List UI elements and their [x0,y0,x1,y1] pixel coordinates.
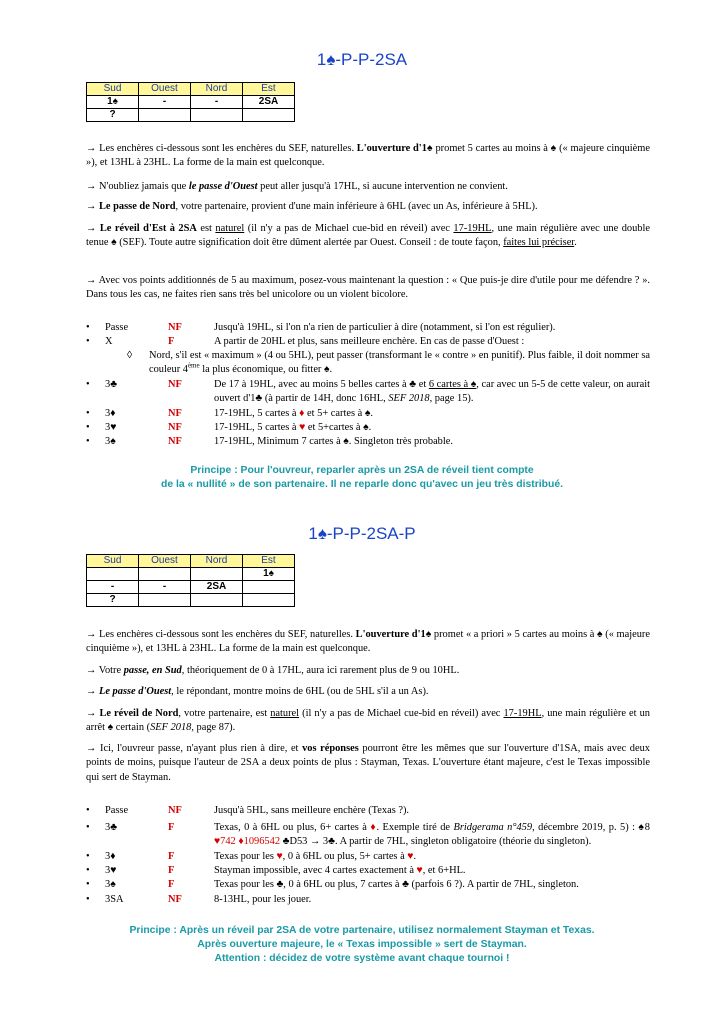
cell [243,581,295,594]
paragraph: → N'oubliez jamais que le passe d'Ouest peut aller jusqu'à 17HL, si aucune intervention ne convient. [86,181,508,192]
document-page: 1♠-P-P-2SA Sud Ouest Nord Est 1♠ - - 2SA ? → Les enchères ci-dessous sont les enchères du SEF, naturelles. L'ouverture d'1♠ promet 5 cartes au moins à ♠ (« majeure cinquième »), et 13HL à 23HL. La forme de la main est quelconque. → N'oubliez jamais que le passe d'Ouest peut aller jusqu'à 17HL, si aucune intervention ne convient. → Le passe de Nord, votre partenaire, provient d'une main inférieure à 6HL (avec un As, inférieure à 5HL). → Le réveil d'Est à 2SA est naturel (il n'y a pas de Michael cue-bid en réveil) avec 17-19HL, une main régulière avec une double tenue ♠ (SEF). Toute autre signification doit être dûment alertée par Ouest. Conseil : de toute façon, faites lui préciser. → Avec vos points additionnés de 5 au maximum, posez-vous maintenant la question : « Que puis-je dire d'utile pour me défendre ? ». Dans tous les cas, ne faites rien sans très bel unicolore ou un violent bicolore. • Passe NF Jusqu'à 19HL, si l'on n'a rien de particulier à dire (notamment, si l'on est régulier). • X F A partir de 20HL et plus, sans meilleure enchère. En cas de passe d'Ouest : ◊ Nord, s'il est « maximum » (4 ou 5HL), peut passer (transformant le « contre » en punitif). Plus faible, il doit nommer sa couleur 4ème la plus économique, ou fitter ♠. • 3♣ NF De 17 à 19HL, avec au moins 5 belles cartes à ♣ et 6 cartes à ♠, car avec un 5-5 de cette valeur, on aurait ouvert d'1♣ (à partir de 14H, donc 16HL, SEF 2018, page 15). • 3♦ NF 17-19HL, 5 cartes à ♦ et 5+ cartes à ♠. • 3♥ NF 17-19HL, 5 cartes à ♥ et 5+cartes à ♠. • 3♠ NF 17-19HL, Minimum 7 cartes à ♠. Singleton très probable. Principe : Pour l'ouvreur, reparler après un 2SA de réveil tient compte de la « nullité » de son partenaire. Il ne reparle donc qu'avec un jeu très distribué. 1♠-P-P-2SA-P Sud Ouest Nord Est 1♠ - - 2SA ? → Les enchères ci-dessous sont les enchères du SEF, naturelles. L'ouverture d'1♠ promet « a priori » 5 cartes au moins à ♠ (« majeure cinquième »), et 13HL à 23HL. La forme de la main est quelconque. → Votre passe, en Sud, théoriquement de 0 à 17HL, aura ici rarement plus de 9 ou 10HL. → Le passe d'Ouest, le répondant, montre moins de 6HL (ou de 5HL s'il a un As). → Le réveil de Nord, votre partenaire, est naturel (il n'y a pas de Michael cue-bid en réveil) avec 17-19HL, une main régulière et un arrêt ♠ certain (SEF 2018, page 87). → Ici, l'ouvreur passe, n'ayant plus rien à dire, et vos réponses pourront être les mêmes que sur l'ouverture d'1SA, mais avec deux points de moins, puisque l'auteur de 2SA a deux points de plus : Stayman, Texas. L'ouverture étant majeure, c'est le Texas impossible qui sert de Stayman. • Passe NF Jusqu'à 5HL, sans meilleure enchère (Texas ?). • 3♣ F Texas, 0 à 6HL ou plus, 6+ cartes à ♦. Exemple tiré de Bridgerama n°459, décembre 2019, p. 5) : ♠8 ♥742 ♦1096542 ♣D53 → 3♣. A partir de 7HL, singleton obligatoire (théorie du singleton). • 3♦ F Texas pour les ♥, 0 à 6HL ou plus, 5+ cartes à ♥. • 3♥ F Stayman impossible, avec 4 cartes exactement à ♥, et 6+HL. • 3♠ F Texas pour les ♣, 0 à 6HL ou plus, 7 cartes à ♣ (parfois 6 ?). A partir de 7HL, singleton. • 3SA NF 8-13HL, pour les jouer. Principe : Après un réveil par 2SA de votre partenaire, utilisez normalement Stayman et Texas. Après ouverture majeure, le « Texas impossible » sert de Stayman. Attention : décidez de votre système avant chaque tournoi ! [0,0,724,1024]
cell: 2SA [191,581,243,594]
cell [243,594,295,607]
paragraph: → Ici, l'ouvreur passe, n'ayant plus rien à dire, et vos réponses pourront être les mêmes que sur l'ouverture d'1SA, mais avec deux points de moins, puisque l'auteur de 2SA a deux points de plus : Stayman, Texas. L'ouverture étant majeure, c'est le Texas impossible qui sert de Stayman. [86,743,650,783]
header-est: Est [243,555,295,568]
header-ouest: Ouest [139,555,191,568]
section1-title: 1♠-P-P-2SA [316,50,408,69]
section1-bidding-table [86,82,295,122]
cell [191,568,243,581]
principle-box: Principe : Pour l'ouvreur, reparler après un 2SA de réveil tient compte de la « nullité » de son partenaire. Il ne reparle donc qu'avec un jeu très distribué. [160,465,564,490]
bid-item: • 3♣ F Texas, 0 à 6HL ou plus, 6+ cartes à ♦. Exemple tiré de Bridgerama n°459, décembre 2019, p. 5) : ♠8 ♥742 ♦1096542 ♣D53 → 3♣. A partir de 7HL, singleton obligatoire (théorie du singleton). [86,822,650,848]
cell: 1♠ [243,568,295,581]
header-nord: Nord [191,83,243,96]
section2-bidding-table [86,554,295,607]
cell: - [87,581,139,594]
sub-bullet: ◊ Nord, s'il est « maximum » (4 ou 5HL), peut passer (transformant le « contre » en punitif). Plus faible, il doit nommer sa couleur 4ème la plus économique, ou fitter ♠. [127,350,650,376]
cell [139,568,191,581]
cell [87,568,139,581]
paragraph: → Les enchères ci-dessous sont les enchères du SEF, naturelles. L'ouverture d'1♠ promet 5 cartes au moins à ♠ (« majeure cinquième »), et 13HL à 23HL. La forme de la main est quelconque. [86,143,650,169]
cell: ? [87,594,139,607]
cell: ? [87,109,139,122]
cell [243,109,295,122]
cell: - [139,96,191,109]
cell [191,109,243,122]
principle-box: Principe : Après un réveil par 2SA de votre partenaire, utilisez normalement Stayman et Texas. Après ouverture majeure, le « Texas impossible » sert de Stayman. Attention : décidez de votre système avant chaque tournoi ! [129,925,595,964]
cell [139,109,191,122]
cell [139,594,191,607]
bid-item: • 3♣ NF De 17 à 19HL, avec au moins 5 belles cartes à ♣ et 6 cartes à ♠, car avec un 5-5 de cette valeur, on aurait ouvert d'1♣ (à partir de 14H, donc 16HL, SEF 2018, page 15). [86,379,650,405]
paragraph: → Le passe d'Ouest, le répondant, montre moins de 6HL (ou de 5HL s'il a un As). [86,686,429,697]
paragraph: → Le réveil de Nord, votre partenaire, est naturel (il n'y a pas de Michael cue-bid en réveil) avec 17-19HL, une main régulière et un arrêt ♠ certain (SEF 2018, page 87). [86,708,650,734]
header-sud: Sud [87,555,139,568]
header-ouest: Ouest [139,83,191,96]
header-est: Est [243,83,295,96]
header-sud: Sud [87,83,139,96]
cell: - [139,581,191,594]
cell: 1♠ [87,96,139,109]
section2-title: 1♠-P-P-2SA-P [308,524,416,543]
cell [191,594,243,607]
paragraph: → Votre passe, en Sud, théoriquement de 0 à 17HL, aura ici rarement plus de 9 ou 10HL. [86,665,460,676]
paragraph: → Les enchères ci-dessous sont les enchères du SEF, naturelles. L'ouverture d'1♠ promet « a priori » 5 cartes au moins à ♠ (« majeure cinquième »), et 13HL à 23HL. La forme de la main est quelconque. [86,629,651,655]
cell: - [191,96,243,109]
cell: 2SA [243,96,295,109]
paragraph: → Le passe de Nord, votre partenaire, provient d'une main inférieure à 6HL (avec un As, inférieure à 5HL). [86,201,538,212]
paragraph: → Avec vos points additionnés de 5 au maximum, posez-vous maintenant la question : « Que puis-je dire d'utile pour me défendre ? ». Dans tous les cas, ne faites rien sans très bel unicolore ou un violent bicolore. [86,275,650,301]
header-nord: Nord [191,555,243,568]
paragraph: → Le réveil d'Est à 2SA est naturel (il n'y a pas de Michael cue-bid en réveil) avec 17-19HL, une main régulière avec une double tenue ♠ (SEF). Toute autre signification doit être dûment alertée par Ouest. Conseil : de toute façon, faites lui préciser. [86,223,650,249]
